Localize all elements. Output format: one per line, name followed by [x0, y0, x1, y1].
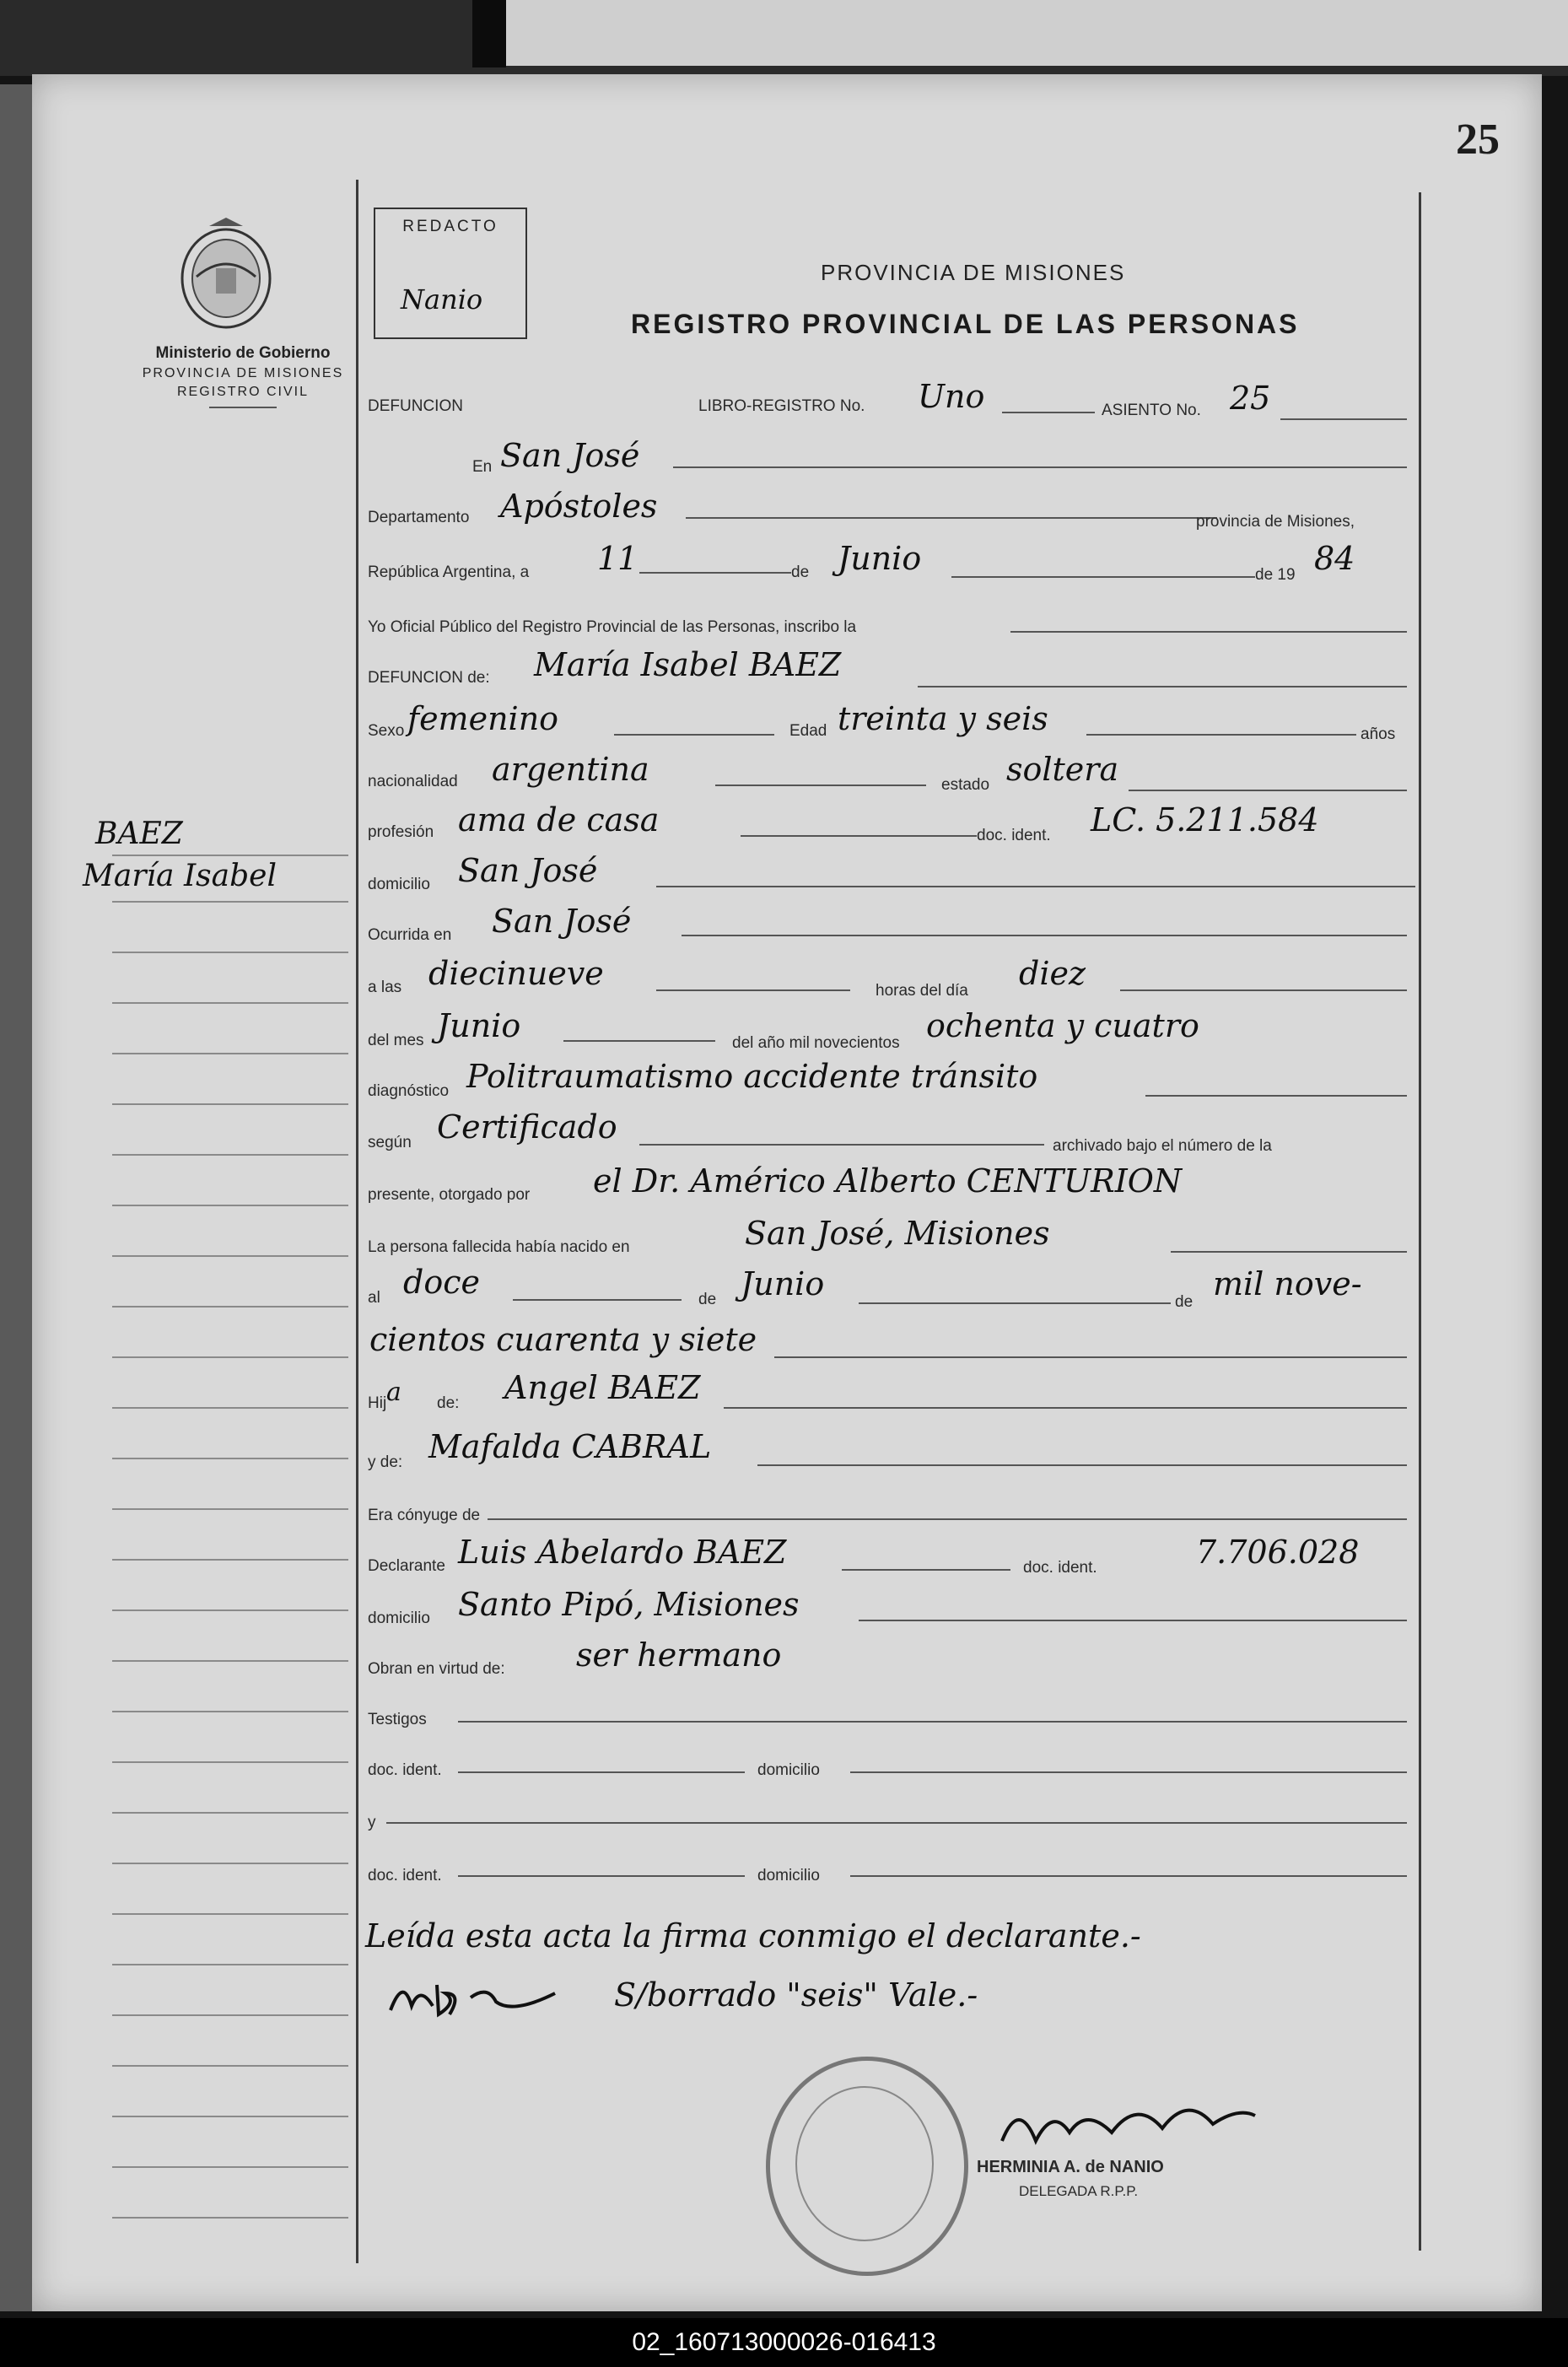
closing-line1: Leída esta acta la firma conmigo el declarante.-	[365, 1917, 1141, 1955]
conyuge-label: Era cónyuge de	[368, 1507, 481, 1524]
underline	[918, 686, 1407, 687]
underline	[386, 1822, 1407, 1824]
al-label: al	[368, 1289, 380, 1307]
margin-note-name: María Isabel	[83, 859, 277, 893]
underline	[673, 466, 1407, 468]
obran-label: Obran en virtud de:	[368, 1660, 505, 1678]
underline	[741, 835, 977, 837]
t1-doc-label: doc. ident.	[368, 1761, 442, 1779]
underline	[859, 1302, 1171, 1304]
divider	[209, 407, 277, 408]
page-number: 25	[1456, 116, 1500, 164]
top-strip	[0, 0, 1568, 76]
decl-doc-label: doc. ident.	[1023, 1559, 1097, 1577]
official-signature	[994, 2090, 1264, 2166]
margin-rule	[356, 180, 358, 2263]
doc-label: doc. ident.	[977, 827, 1051, 844]
diagnostico-value: Politraumatismo accidente tránsito	[466, 1058, 1038, 1095]
delmes-label: del mes	[368, 1032, 424, 1049]
estado-label: estado	[941, 776, 990, 794]
t1-dom-label: domicilio	[757, 1761, 820, 1779]
padre-value: Angel BAEZ	[504, 1369, 701, 1406]
presente-value: el Dr. Américo Alberto CENTURION	[593, 1162, 1183, 1200]
margin-line	[112, 1559, 348, 1561]
decl-dom-value: Santo Pipó, Misiones	[458, 1586, 800, 1623]
edad-label: Edad	[789, 722, 827, 740]
coat-of-arms-icon	[175, 218, 277, 332]
oficial-text: Yo Oficial Público del Registro Provincial de las Personas, inscribo la	[368, 618, 857, 636]
binding-bar	[472, 0, 506, 67]
nacido-value: San José, Misiones	[745, 1215, 1050, 1252]
ocurrida-value: San José	[492, 903, 632, 940]
underline	[1010, 631, 1407, 633]
underline	[951, 576, 1255, 578]
margin-line	[112, 1964, 348, 1965]
margin-line	[112, 1103, 348, 1105]
sexo-value: femenino	[407, 700, 559, 737]
redacto-name: Nanio	[401, 283, 483, 315]
defuncion-de-label: DEFUNCION de:	[368, 669, 490, 687]
underline	[850, 1771, 1407, 1773]
deceased-name: María Isabel BAEZ	[534, 646, 842, 683]
sexo-label: Sexo	[368, 722, 405, 740]
horas-label: horas del día	[876, 982, 968, 1000]
domicilio-label: domicilio	[368, 876, 430, 893]
republica-label: República Argentina, a	[368, 563, 530, 581]
underline	[682, 935, 1407, 936]
underline	[458, 1875, 745, 1877]
margin-line	[112, 1306, 348, 1308]
underline	[686, 517, 1217, 519]
underline	[656, 886, 1415, 887]
ministry-block	[83, 344, 403, 408]
margin-line	[112, 2217, 348, 2219]
obran-value: ser hermano	[576, 1636, 782, 1674]
underline	[1280, 418, 1407, 420]
underline	[774, 1356, 1407, 1358]
ministry-province: PROVINCIA DE MISIONES	[142, 366, 344, 380]
y-label: y	[368, 1814, 376, 1831]
hijade-label: de:	[437, 1394, 460, 1412]
profesion-value: ama de casa	[458, 801, 660, 838]
stamp-inner-ring	[795, 2086, 934, 2241]
official-name: HERMINIA A. de NANIO	[977, 2158, 1164, 2176]
closing-line2: S/borrado "seis" Vale.-	[614, 1976, 978, 2014]
underline	[614, 734, 774, 736]
official-title: DELEGADA R.P.P.	[1019, 2183, 1139, 2199]
declarante-value: Luis Abelardo BAEZ	[458, 1534, 787, 1571]
madre-value: Mafalda CABRAL	[428, 1428, 712, 1465]
testigos-label: Testigos	[368, 1711, 427, 1728]
margin-line	[112, 952, 348, 953]
underline	[639, 1144, 1044, 1146]
underline	[842, 1569, 1010, 1571]
hija-value: a	[386, 1378, 401, 1407]
decl-doc-value: 7.706.028	[1196, 1534, 1360, 1571]
margin-line	[112, 2166, 348, 2168]
margin-line	[112, 1053, 348, 1054]
underline	[1145, 1095, 1407, 1097]
doc-value: LC. 5.211.584	[1091, 801, 1319, 838]
ledger-page	[32, 74, 1542, 2311]
nac-ano-cont: cientos cuarenta y siete	[369, 1321, 757, 1358]
nac-de-label: de	[698, 1291, 717, 1308]
margin-line	[112, 1458, 348, 1459]
margin-line	[112, 1356, 348, 1358]
t2-doc-label: doc. ident.	[368, 1867, 442, 1884]
underline	[757, 1464, 1407, 1466]
libro-value: Uno	[918, 378, 985, 415]
provincia-label: provincia de Misiones,	[1196, 513, 1355, 531]
alas-label: a las	[368, 979, 402, 996]
margin-line	[112, 901, 348, 903]
t2-dom-label: domicilio	[757, 1867, 820, 1884]
underline	[563, 1040, 715, 1042]
asiento-value: 25	[1230, 380, 1271, 417]
book-spine	[0, 84, 32, 2311]
underline	[1120, 989, 1407, 991]
underline	[656, 989, 850, 991]
margin-line	[112, 1407, 348, 1409]
libro-label: LIBRO-REGISTRO No.	[698, 397, 865, 415]
underline	[1086, 734, 1356, 736]
underline	[724, 1407, 1407, 1409]
nac-mes-value: Junio	[741, 1265, 825, 1302]
estado-value: soltera	[1006, 751, 1119, 788]
margin-line	[112, 1255, 348, 1257]
declarant-signature	[386, 1968, 563, 2027]
segun-value: Certificado	[437, 1108, 617, 1146]
underline	[1171, 1251, 1407, 1253]
ministry-title: Ministerio de Gobierno	[155, 344, 331, 362]
redacto-box	[374, 208, 527, 339]
segun-label: según	[368, 1134, 412, 1151]
diagnostico-label: diagnóstico	[368, 1082, 450, 1100]
margin-underline	[112, 855, 348, 856]
registry-heading: REGISTRO PROVINCIAL DE LAS PERSONAS	[631, 309, 1300, 339]
edad-value: treinta y seis	[838, 700, 1048, 737]
defuncion-label: DEFUNCION	[368, 397, 463, 415]
redacto-label: REDACTO	[402, 218, 498, 235]
registry-stamp	[766, 2057, 968, 2276]
archivado-label: archivado bajo el número de la	[1053, 1137, 1272, 1155]
domicilio-value: San José	[458, 852, 598, 889]
nac-de2-label: de	[1175, 1293, 1194, 1311]
margin-line	[112, 1609, 348, 1611]
nacionalidad-label: nacionalidad	[368, 773, 458, 790]
image-id-footer: 02_160713000026-016413	[0, 2318, 1568, 2367]
margin-line	[112, 1812, 348, 1814]
margin-line	[112, 1913, 348, 1915]
departamento-value: Apóstoles	[500, 488, 658, 525]
asiento-label: ASIENTO No.	[1102, 402, 1201, 419]
mes2-value: Junio	[437, 1007, 521, 1044]
ano2-value: ochenta y cuatro	[926, 1007, 1199, 1044]
underline	[488, 1518, 1407, 1520]
nacido-label: La persona fallecida había nacido en	[368, 1238, 630, 1256]
margin-line	[112, 1508, 348, 1510]
margin-line	[112, 1002, 348, 1004]
right-rule	[1419, 192, 1421, 2251]
dia2-value: diez	[1019, 955, 1086, 992]
margin-line	[112, 2065, 348, 2067]
hora-value: diecinueve	[428, 955, 604, 992]
en-value: San José	[500, 437, 640, 474]
dia-value: 11	[597, 540, 639, 577]
profesion-label: profesión	[368, 823, 434, 841]
de-label: de	[791, 563, 810, 581]
margin-line	[112, 1660, 348, 1662]
nacionalidad-value: argentina	[492, 751, 649, 788]
anos-label: años	[1361, 725, 1396, 743]
underline	[513, 1299, 682, 1301]
underline	[1002, 412, 1095, 413]
margin-line	[112, 1761, 348, 1763]
margin-line	[112, 1863, 348, 1864]
hija-label: Hij	[368, 1394, 387, 1412]
anio-value: 84	[1314, 540, 1355, 577]
margin-line	[112, 1154, 348, 1156]
ocurrida-label: Ocurrida en	[368, 926, 452, 944]
departamento-label: Departamento	[368, 509, 470, 526]
underline	[850, 1875, 1407, 1877]
ministry-registry: REGISTRO CIVIL	[176, 385, 310, 399]
province-heading: PROVINCIA DE MISIONES	[821, 260, 1126, 285]
margin-line	[112, 1711, 348, 1712]
underline	[859, 1620, 1407, 1621]
underline	[1129, 790, 1407, 791]
underline	[715, 785, 926, 786]
margin-line	[112, 2014, 348, 2016]
yde-label: y de:	[368, 1453, 403, 1471]
nac-dia-value: doce	[403, 1264, 480, 1301]
delano-label: del año mil novecientos	[732, 1034, 900, 1052]
margin-line	[112, 2116, 348, 2117]
de19-label: de 19	[1255, 566, 1296, 584]
en-label: En	[472, 458, 493, 476]
margin-note-surname: BAEZ	[95, 817, 183, 851]
mes-value: Junio	[838, 540, 922, 577]
margin-line	[112, 1205, 348, 1206]
declarante-label: Declarante	[368, 1557, 445, 1575]
decl-dom-label: domicilio	[368, 1609, 430, 1627]
underline	[639, 572, 791, 574]
nac-ano-value: mil nove-	[1213, 1265, 1362, 1302]
underline	[458, 1771, 745, 1773]
background-object	[506, 0, 1568, 66]
underline	[458, 1721, 1407, 1723]
presente-label: presente, otorgado por	[368, 1186, 531, 1204]
